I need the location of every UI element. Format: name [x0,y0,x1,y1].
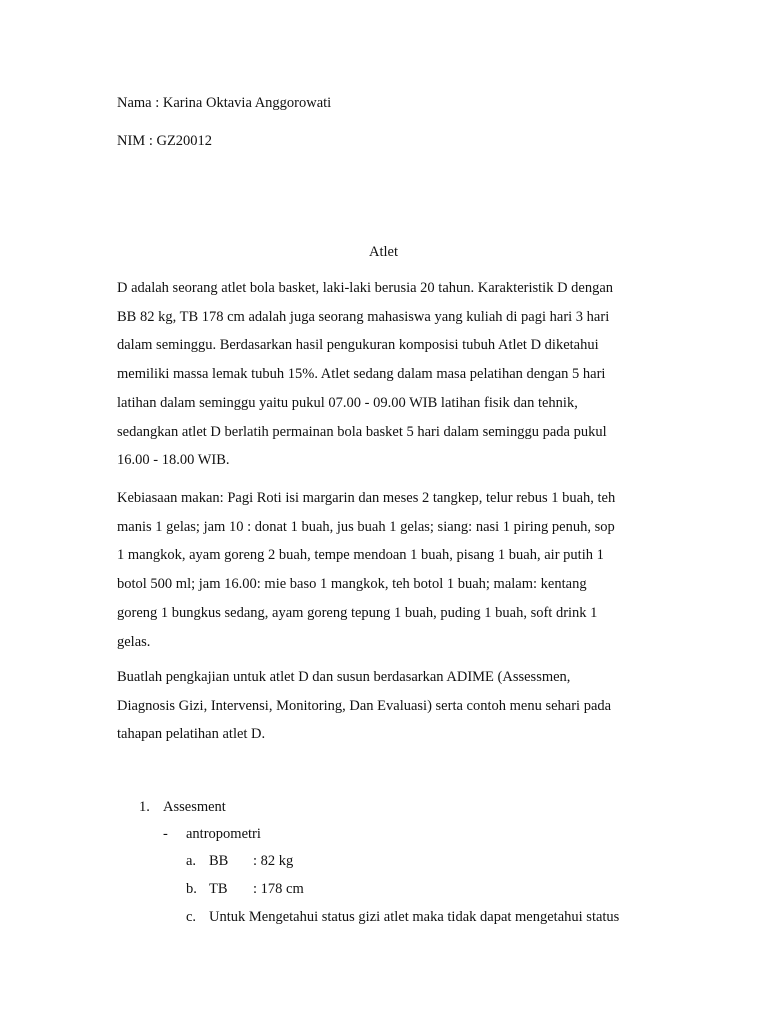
list-item-antropometri: antropometri [186,826,261,842]
student-nim: NIM : GZ20012 [117,133,213,149]
list-letter: b. [186,881,197,897]
paragraph-line: gelas. [117,633,151,650]
paragraph-line: botol 500 ml; jam 16.00: mie baso 1 mangkok, teh botol 1 buah; malam: kentang [117,576,587,593]
status-gizi-text: Untuk Mengetahui status gizi atlet maka tidak dapat mengetahui status [209,909,620,925]
tb-value: : 178 cm [253,881,304,897]
list-letter: c. [186,909,197,925]
task-paragraph [117,663,662,749]
case-paragraph [117,274,662,475]
list-number: 1. [139,799,150,815]
bb-label: BB [209,853,229,869]
paragraph-line: tahapan pelatihan atlet D. [117,726,266,743]
paragraph-line: dalam seminggu. Berdasarkan hasil pengukuran komposisi tubuh Atlet D diketahui [117,337,599,354]
paragraph-line: Kebiasaan makan: Pagi Roti isi margarin dan meses 2 tangkep, telur rebus 1 buah, teh [117,490,616,506]
list-letter: a. [186,853,197,869]
list-dash: - [163,826,168,842]
paragraph-line: manis 1 gelas; jam 10 : donat 1 buah, jus buah 1 gelas; siang: nasi 1 piring penuh, sop [117,518,615,535]
paragraph-line: memiliki massa lemak tubuh 15%. Atlet sedang dalam masa pelatihan dengan 5 hari [117,366,606,383]
bb-value: : 82 kg [253,853,294,869]
student-name: Nama : Karina Oktavia Anggorowati [117,95,332,111]
eating-habits-paragraph [117,484,662,656]
paragraph-line: BB 82 kg, TB 178 cm adalah juga seorang mahasiswa yang kuliah di pagi hari 3 hari [117,308,610,325]
paragraph-line: 16.00 - 18.00 WIB. [117,452,230,469]
list-item-assesment: Assesment [163,799,226,815]
paragraph-line: sedangkan atlet D berlatih permainan bola basket 5 hari dalam seminggu pada pukul [117,423,607,440]
paragraph-line: D adalah seorang atlet bola basket, laki-laki berusia 20 tahun. Karakteristik D dengan [117,280,614,296]
paragraph-line: latihan dalam seminggu yaitu pukul 07.00 - 09.00 WIB latihan fisik dan tehnik, [117,394,578,411]
tb-label: TB [209,881,228,897]
paragraph-line: goreng 1 bungkus sedang, ayam goreng tepung 1 buah, puding 1 buah, soft drink 1 [117,604,598,621]
paragraph-line: Buatlah pengkajian untuk atlet D dan susun berdasarkan ADIME (Assessmen, [117,669,571,685]
document-title: Atlet [369,244,398,260]
paragraph-line: 1 mangkok, ayam goreng 2 buah, tempe mendoan 1 buah, pisang 1 buah, air putih 1 [117,547,604,564]
paragraph-line: Diagnosis Gizi, Intervensi, Monitoring, Dan Evaluasi) serta contoh menu sehari pada [117,697,612,714]
